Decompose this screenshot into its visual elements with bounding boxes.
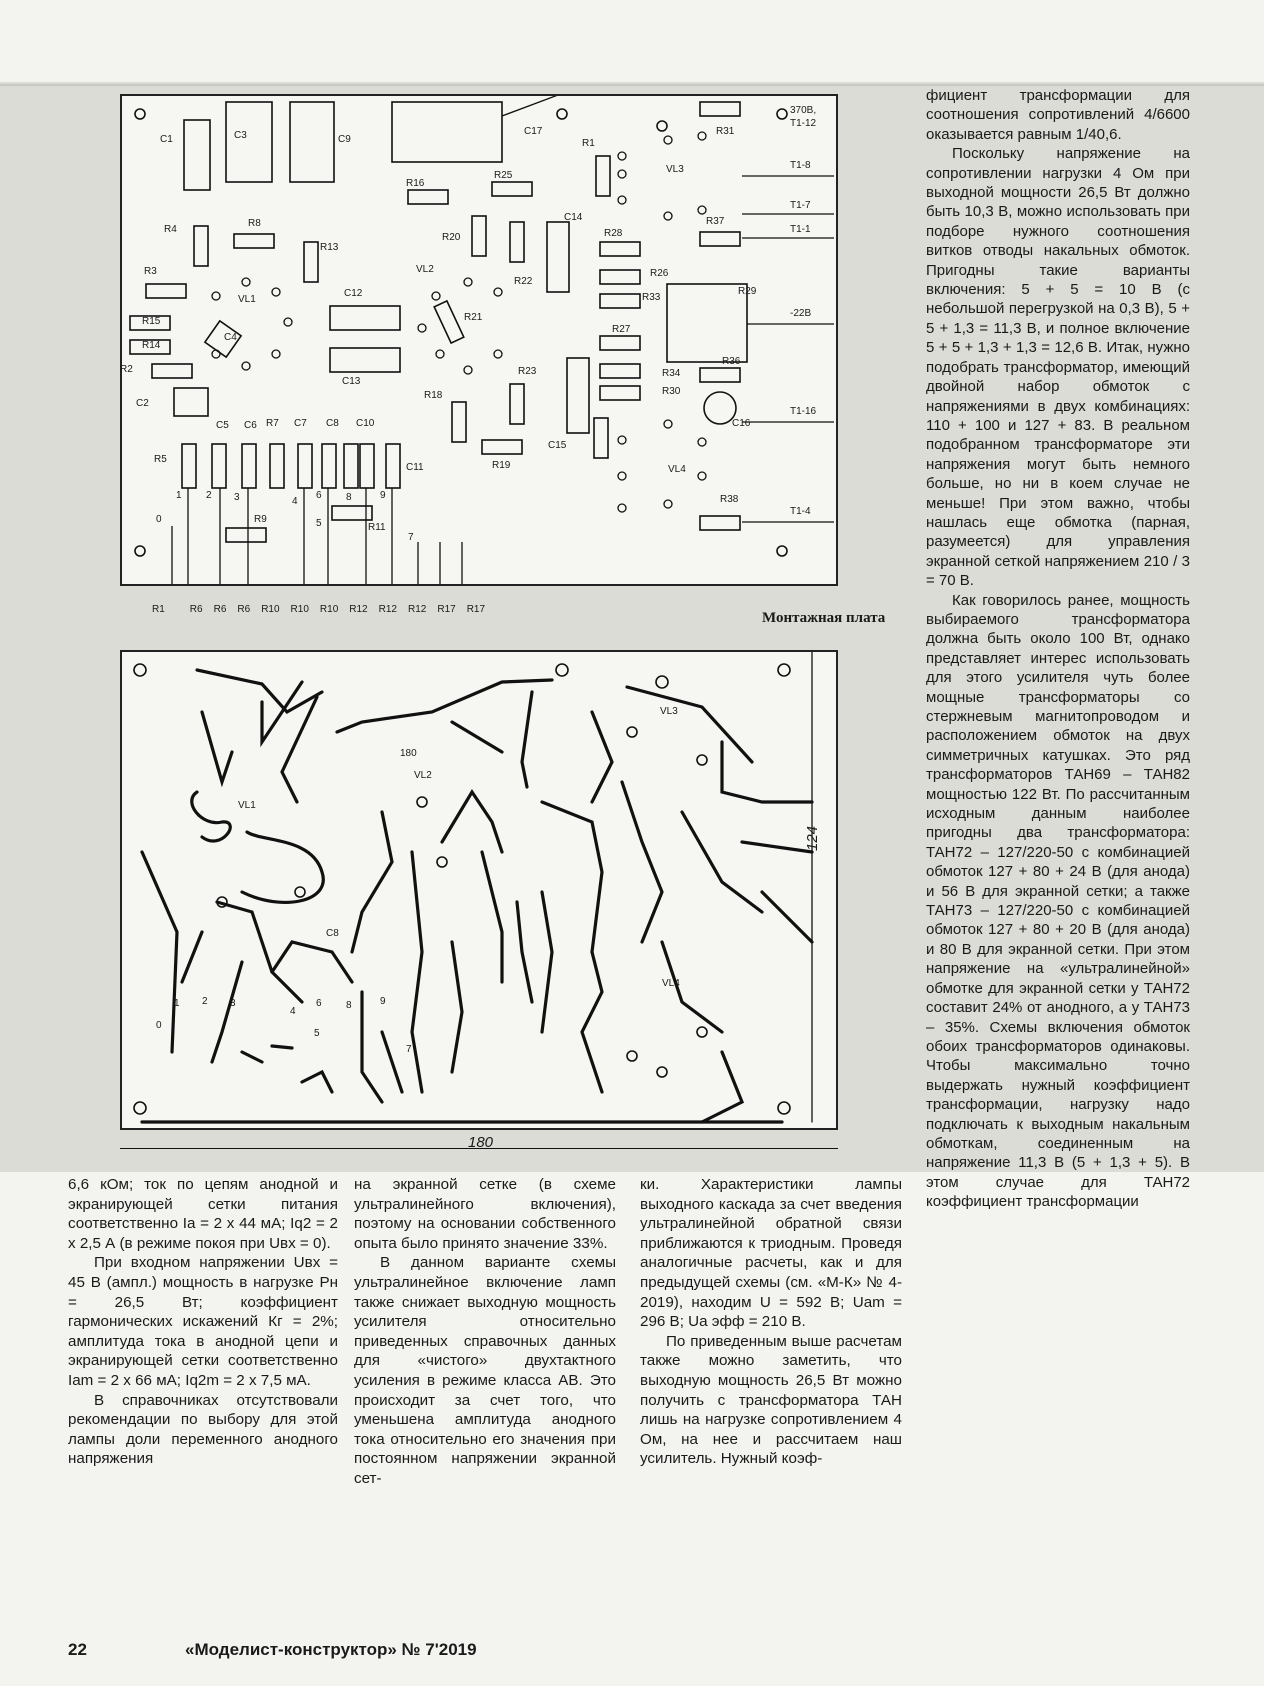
ref-r1: R1 [152,604,165,615]
pin-9: 9 [380,490,386,501]
col3-para-2: По приведенным выше расчетам также можно заметить, что выходную мощность 26,5 Вт можно получить с трансформатора ТАН лишь на нагрузке сопротивлением 4 Ом, на нее и рассчитаем наш усилитель. Нужный коэф- [640,1332,902,1468]
label-r1-top: R1 [582,138,595,149]
dimension-height: 124 [804,825,822,852]
pcb-pin-1: 1 [174,998,180,1009]
label-370v: 370В, [790,105,817,116]
page-number: 22 [68,1640,87,1659]
label-r30: R30 [662,386,681,397]
label-r23: R23 [518,366,537,377]
ref-r17-a: R17 [437,604,456,615]
col1-para-3: В справочниках отсутствовали рекомендации по выбору для этой лампы доли переменного анодного напряжения [68,1391,338,1468]
ref-r12-a: R12 [349,604,368,615]
ref-r10-a: R10 [261,604,280,615]
ref-r10-c: R10 [319,604,339,615]
label-r18: R18 [424,390,443,401]
pcb-pin-3: 3 [230,998,236,1009]
bottom-ref-row [152,604,532,615]
pin-3: 3 [234,492,240,503]
label-c14: C14 [564,212,583,223]
label-r16: R16 [406,178,425,189]
label-t1-12: Т1-12 [790,118,817,129]
pin-1: 1 [176,490,182,501]
col1-para-2: При входном напряжении Uвх = 45 В (ампл.) мощность в нагрузке Рн = 26,5 Вт; коэффициент гармонических искажений Кг = 2%; амплитуда тока в анодной цепи и экранирующей сетки соответственно Iam = 2 х 66 мА; Iq2m = 2 х 7,5 мА. [68,1254,338,1389]
label-c6: C6 [244,420,257,431]
label-r26: R26 [650,268,669,279]
label-r29: R29 [738,286,757,297]
label-r15: R15 [142,316,161,327]
pcb-label-vl1: VL1 [238,800,256,811]
label-vl4: VL4 [668,464,686,475]
label-t1-16: Т1-16 [790,406,817,417]
col4-para-1: фициент трансформации для соотношения сопротивлений 4/6600 оказывается равным 1/40,6. [926,87,1190,143]
col2-para-2: В данном варианте схемы ультралинейное включение ламп также снижает выходную мощность усилителя относительно приведенных справочных данных для «чистого» двухтактного усиления в режиме класса АВ. Это происходит за счет того, что уменьшена амплитуда анодного тока относительно его значения при постоянном напряжении экранной сет- [354,1254,616,1487]
label-c16: C16 [732,418,751,429]
label-c4: C4 [224,332,237,343]
label-t1-7: Т1-7 [790,200,811,211]
ref-r6-c: R6 [237,604,251,615]
label-r3: R3 [144,266,157,277]
col4-para-2: Поскольку напряжение на сопротивлении нагрузки 4 Ом при выходной мощности 26,5 Вт должно быть 10,3 В, можно использовать при подборе нужного соотношения витков отводы накальных обмоток. Пригодны такие варианты включения: 5 + 5 = 10 В (с небольшой перегрузкой на 0,3 В), 5 + 5 + 1,3 = 11,3 В, и полное включение 5 + 5 + 1,3 + 1,3 = 12,6 В. Итак, нужно подобрать трансформатор, имеющий двойной набор обмоток с напряжениями в двух комбинациях: 110 + 100 и 127 + 83. В реальном подобранном трансформаторе эти напряжения могут быть немного больше, но ни в коем случае не меньше! При этом важно, чтобы нашлась еще обмотка (парная, разумеется) для управления экранной сеткой напряжением 210 / 3 = 70 В. [926,145,1190,590]
pcb-labels [120,650,838,1130]
pcb-pin-9: 9 [380,996,386,1007]
col1-para-1: 6,6 кОм; ток по цепям анодной и экранирующей сетки питания соответственно Iа = 2 х 44 мА; Iq2 = 2 х 2,5 А (в режиме покоя при Uвх = 0). [68,1176,338,1252]
pcb-pin-4: 4 [290,1006,296,1017]
label-vl2: VL2 [416,264,434,275]
figure-caption: Монтажная плата [762,610,886,626]
label-r8: R8 [248,218,261,229]
label-r20: R20 [442,232,461,243]
label-vl3: VL3 [666,164,684,175]
label-r21: R21 [464,312,483,323]
label-c2: C2 [136,398,149,409]
pin-5: 5 [316,518,322,529]
label-r34: R34 [662,368,681,379]
label-r36: R36 [722,356,741,367]
col3-para-1: ки. Характеристики лампы выходного каскада за счет введения ультралинейной обратной связи приближаются к триодным. Проведя аналогичные расчеты, как и для предыдущей схемы (см. «М-К» № 4-2019), находим U = 592 В; Uam = 296 В; Uа эфф = 210 В. [640,1176,902,1331]
label-c8: C8 [326,418,339,429]
label-r4: R4 [164,224,177,235]
pcb-pin-8: 8 [346,1000,352,1011]
col4-para-3: Как говорилось ранее, мощность выбираемого трансформатора должна быть около 100 Вт, однако представляет интерес использовать для этого усилителя чуть более мощные трансформаторы со стержневым магнитопроводом и расположением обмоток на двух симметричных катушках. Это ряд трансформаторов ТАН69 – ТАН82 мощностью 122 Вт. По рассчитанным исходным данным наиболее пригодны два трансформатора: ТАН72 – 127/220-50 с комбинацией обмоток 127 + 80 + 24 В (для анода) и 56 В для экранной сетки; а также ТАН73 – 127/220-50 с комбинацией обмоток 127 + 80 + 20 В (для анода) и 80 В для экранной сетки. При этом напряжение на «ультралинейной» обмотке для экранной сетки у ТАН72 составит 24% от анодного, а у ТАН73 – 35%. Схемы включения обмоток обоих трансформаторов одинаковы. Чтобы максимально точно выдержать нужный коэффициент трансформации, нагрузку надо подключать к выходным накальным обмоткам, соединенным на напряжение 11,3 В (5 + 1,3 + 5). В этом случае для ТАН72 коэффициент трансформации [926,591,1190,1211]
ref-r17-b: R17 [466,604,486,615]
label-r28: R28 [604,228,623,239]
label-r27: R27 [612,324,631,335]
label-r33: R33 [642,292,661,303]
label-r14: R14 [142,340,161,351]
ref-r12-c: R12 [407,604,427,615]
output-label-370 [790,104,816,130]
text-column-4 [926,86,1190,1212]
ref-r10-b: R10 [290,604,309,615]
dimension-width: 180 [468,1134,494,1151]
schematic-labels [120,94,838,594]
label-c1: C1 [160,134,173,145]
label-r11: R11 [368,522,386,533]
magazine-name: «Моделист-конструктор» № 7'2019 [185,1640,477,1659]
label-r38: R38 [720,494,739,505]
pcb-label-vl4: VL4 [662,978,680,989]
label-c3: C3 [234,130,247,141]
label-r31: R31 [716,126,735,137]
label-r5: R5 [154,454,167,465]
label-r9: R9 [254,514,267,525]
label-t1-4: Т1-4 [790,506,811,517]
label-r13: R13 [320,242,339,253]
label-c9: C9 [338,134,351,145]
pcb-pin-0: 0 [156,1020,162,1031]
label-c12: C12 [344,288,363,299]
pin-4: 4 [292,496,298,507]
label-t1-1: Т1-1 [790,224,811,235]
pcb-pin-2: 2 [202,996,208,1007]
ref-r12-b: R12 [378,604,397,615]
label-r7: R7 [266,418,279,429]
pcb-pin-6: 6 [316,998,322,1009]
pin-2: 2 [206,490,212,501]
label-c7: C7 [294,418,307,429]
text-column-2 [354,1175,616,1489]
label-r22: R22 [514,276,533,287]
pcb-label-vl2: VL2 [414,770,432,781]
pin-0: 0 [156,514,162,525]
pin-7: 7 [408,532,414,543]
col2-para-1: на экранной сетке (в схеме ультралинейного включения), поэтому на основании собственного опыта было принято значение 33%. [354,1176,616,1252]
label-minus-22v: -22В [790,308,812,319]
label-c15: C15 [548,440,567,451]
pcb-pin-5: 5 [314,1028,320,1039]
label-r25: R25 [494,170,513,181]
pin-6: 6 [316,490,322,501]
pin-8: 8 [346,492,352,503]
label-c5: C5 [216,420,229,431]
label-r2: R2 [120,364,133,375]
label-c10: C10 [356,418,375,429]
ref-r6-b: R6 [213,604,227,615]
label-c13: C13 [342,376,361,387]
label-r19: R19 [492,460,511,471]
pcb-pin-7: 7 [406,1044,412,1055]
pcb-label-c8: C8 [326,928,339,939]
label-t1-8: Т1-8 [790,160,811,171]
text-column-3 [640,1175,902,1469]
label-r37: R37 [706,216,725,227]
label-c11: C11 [406,462,424,473]
pcb-label-vl3: VL3 [660,706,678,717]
pcb-label-180: 180 [400,748,417,759]
text-column-1 [68,1175,338,1469]
label-c17: C17 [524,126,543,137]
label-vl1: VL1 [238,294,256,305]
ref-r6-a: R6 [189,604,203,615]
